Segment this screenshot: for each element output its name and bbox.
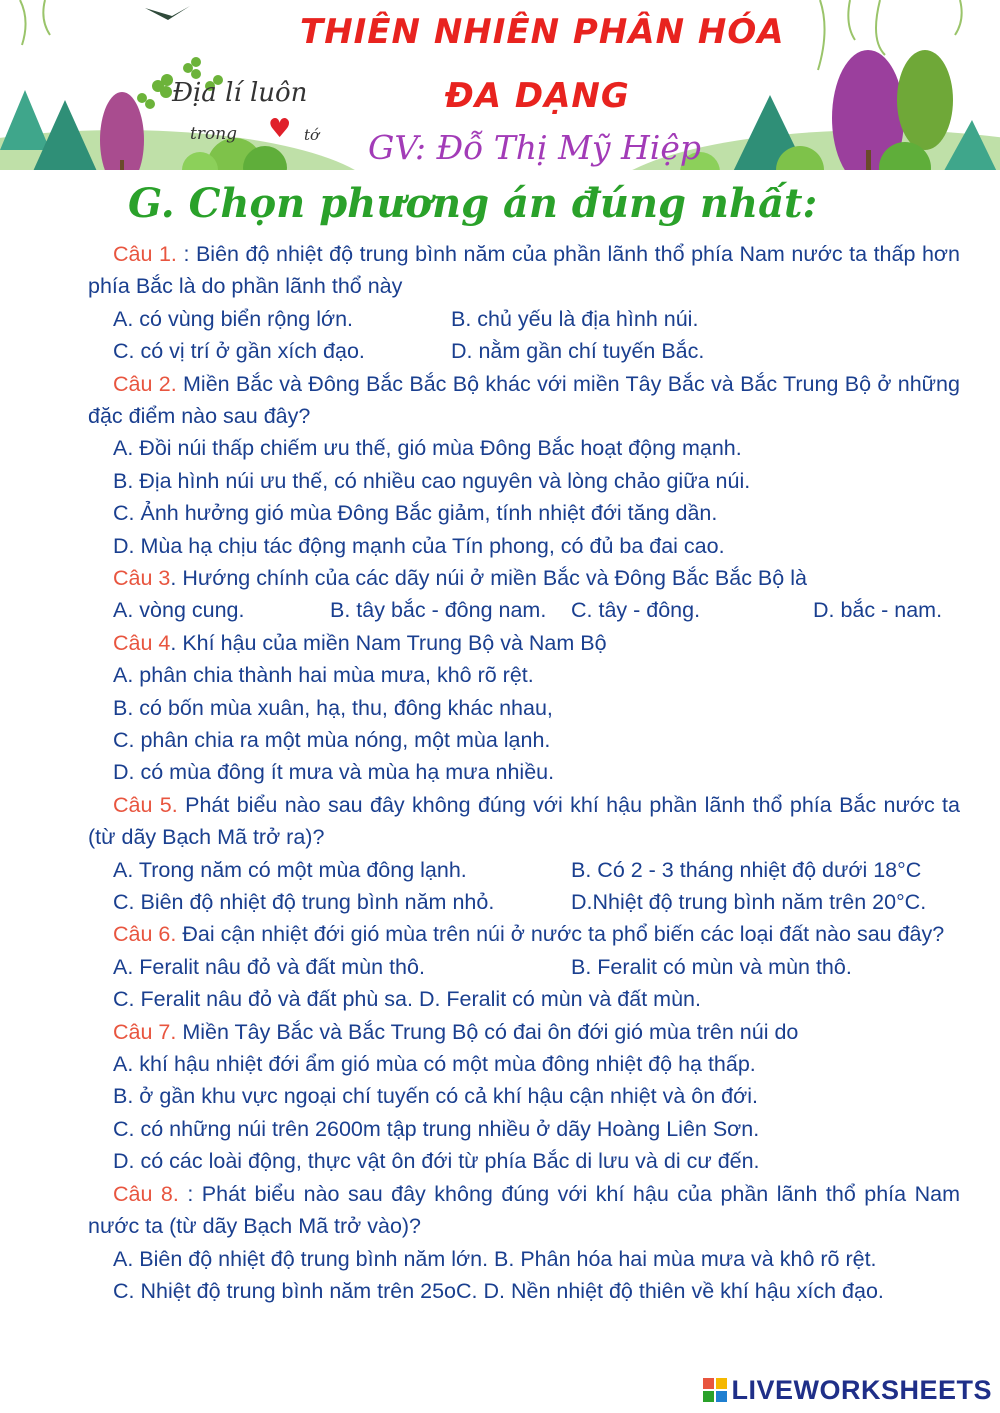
question-text: Phát biểu nào sau đây không đúng với khí hậu phần lãnh thổ phía Bắc nước ta (từ dãy Bạch Mã trở ra)? xyxy=(88,792,960,850)
title-line-1: THIÊN NHIÊN PHÂN HÓA xyxy=(300,12,785,52)
answer-option-row xyxy=(88,303,960,335)
answer-option[interactable]: D. có các loài động, thực vật ôn đới từ phía Bắc di lưu và di cư đến. xyxy=(113,1149,760,1174)
tree-icon xyxy=(897,50,953,150)
heart-icon: ♥ xyxy=(268,114,292,144)
question-text: Miền Bắc và Đông Bắc Bắc Bộ khác với miền Tây Bắc và Bắc Trung Bộ ở những đặc điểm nào sau đây? xyxy=(88,371,960,428)
question-stem xyxy=(88,368,960,433)
logo-text-line3: tớ xyxy=(304,126,320,144)
answer-option[interactable]: D. Mùa hạ chịu tác động mạnh của Tín phong, có đủ ba đai cao. xyxy=(113,533,725,558)
answer-option[interactable]: D. có mùa đông ít mưa và mùa hạ mưa nhiều. xyxy=(113,760,555,785)
question-stem xyxy=(88,627,960,659)
answer-option-row xyxy=(88,335,960,367)
bird-icon xyxy=(145,6,190,20)
question-number: Câu 5. xyxy=(113,792,178,817)
answer-option[interactable]: C. tây - đông. xyxy=(571,598,701,623)
question-stem xyxy=(88,238,960,303)
tree-icon xyxy=(0,90,50,150)
question-stem xyxy=(88,1016,960,1048)
title-line-2: ĐA DẠNG xyxy=(445,76,630,116)
answer-option[interactable]: A. Đồi núi thấp chiếm ưu thế, gió mùa Đông Bắc hoạt động mạnh. xyxy=(113,436,742,461)
answer-option[interactable]: C. có vị trí ở gần xích đạo. xyxy=(113,339,365,364)
site-logo xyxy=(172,78,362,158)
question-stem xyxy=(88,1178,960,1243)
answer-option[interactable]: A. có vùng biển rộng lớn. xyxy=(113,306,353,331)
logo-text-line2: trong xyxy=(190,124,238,144)
answer-option[interactable]: B. ở gần khu vực ngoại chí tuyến có cả khí hậu cận nhiệt và ôn đới. xyxy=(113,1084,758,1109)
question-text: Đai cận nhiệt đới gió mùa trên núi ở nước ta phổ biến các loại đất nào sau đây? xyxy=(176,922,945,947)
answer-option[interactable]: B. Địa hình núi ưu thế, có nhiều cao nguyên và lòng chảo giữa núi. xyxy=(113,468,751,493)
question-number: Câu 4 xyxy=(113,630,171,655)
answer-option[interactable]: D.Nhiệt độ trung bình năm trên 20°C. xyxy=(571,890,927,915)
question-text: . Khí hậu của miền Nam Trung Bộ và Nam Bộ xyxy=(170,630,607,655)
footer-brand xyxy=(703,1373,992,1407)
answer-option-row xyxy=(88,854,960,886)
question-text: . Hướng chính của các dãy núi ở miền Bắc và Đông Bắc Bắc Bộ là xyxy=(170,566,807,591)
answer-option[interactable]: B. có bốn mùa xuân, hạ, thu, đông khác nhau, xyxy=(113,695,553,720)
answer-option-row xyxy=(88,886,960,918)
teacher-name: GV: Đỗ Thị Mỹ Hiệp xyxy=(368,128,702,167)
question-number: Câu 2. xyxy=(113,371,177,396)
answer-option[interactable]: C. Ảnh hưởng gió mùa Đông Bắc giảm, tính nhiệt đới tăng dần. xyxy=(113,501,718,526)
question-text: : Phát biểu nào sau đây không đúng với khí hậu của phần lãnh thổ phía Nam nước ta (từ dãy Bạch Mã trở vào)? xyxy=(88,1181,960,1239)
logo-text-line1: Địa lí luôn xyxy=(172,78,308,108)
header-banner xyxy=(0,0,1000,178)
answer-option[interactable]: B. Feralit có mùn và mùn thô. xyxy=(571,954,852,979)
answer-option[interactable]: B. Có 2 - 3 tháng nhiệt độ dưới 18°C xyxy=(571,857,922,882)
answer-option[interactable]: B. tây bắc - đông nam. xyxy=(330,598,547,623)
question-number: Câu 7. xyxy=(113,1019,177,1044)
answer-option[interactable]: A. Trong năm có một mùa đông lạnh. xyxy=(113,857,467,882)
answer-option[interactable]: C. có những núi trên 2600m tập trung nhiều ở dãy Hoàng Liên Sơn. xyxy=(113,1116,760,1141)
answer-option[interactable]: A. Feralit nâu đỏ và đất mùn thô. xyxy=(113,954,425,979)
question-number: Câu 6. xyxy=(113,922,177,947)
footer-brand-text: LIVEWORKSHEETS xyxy=(731,1374,992,1405)
answer-option[interactable]: A. khí hậu nhiệt đới ẩm gió mùa có một mùa đông nhiệt độ hạ thấp. xyxy=(113,1052,756,1077)
answer-option[interactable]: D. bắc - nam. xyxy=(813,598,943,623)
answer-option[interactable]: A. phân chia thành hai mùa mưa, khô rõ rệt. xyxy=(113,663,534,688)
section-title: G. Chọn phương án đúng nhất: xyxy=(128,180,818,227)
answer-option[interactable]: B. chủ yếu là địa hình núi. xyxy=(451,306,699,331)
answer-option[interactable]: C. Biên độ nhiệt độ trung bình năm nhỏ. xyxy=(113,890,495,915)
question-stem xyxy=(88,789,960,854)
question-text: Miền Tây Bắc và Bắc Trung Bộ có đai ôn đới gió mùa trên núi do xyxy=(176,1019,799,1044)
question-list xyxy=(88,238,960,1307)
question-stem xyxy=(88,562,960,594)
answer-option-row xyxy=(88,594,960,626)
answer-option[interactable]: D. nằm gần chí tuyến Bắc. xyxy=(451,339,705,364)
answer-option[interactable]: C. phân chia ra một mùa nóng, một mùa lạnh. xyxy=(113,728,551,753)
liveworksheets-logo-icon xyxy=(703,1378,727,1402)
answer-option[interactable]: A. vòng cung. xyxy=(113,598,245,623)
question-stem xyxy=(88,918,960,950)
question-number: Câu 8. xyxy=(113,1181,179,1206)
question-number: Câu 1. xyxy=(113,242,177,266)
question-text: : Biên độ nhiệt độ trung bình năm của phần lãnh thổ phía Nam nước ta thấp hơn phía Bắc là do phần lãnh thổ này xyxy=(88,242,960,299)
question-number: Câu 3 xyxy=(113,566,171,591)
answer-option[interactable]: A. Biên độ nhiệt độ trung bình năm lớn. B. Phân hóa hai mùa mưa và khô rõ rệt. xyxy=(113,1246,877,1271)
answer-option[interactable]: C. Feralit nâu đỏ và đất phù sa. D. Feralit có mùn và đất mùn. xyxy=(113,987,701,1012)
answer-option[interactable]: C. Nhiệt độ trung bình năm trên 25oC. D. Nền nhiệt độ thiên về khí hậu xích đạo. xyxy=(113,1278,884,1303)
answer-option-row xyxy=(88,951,960,983)
